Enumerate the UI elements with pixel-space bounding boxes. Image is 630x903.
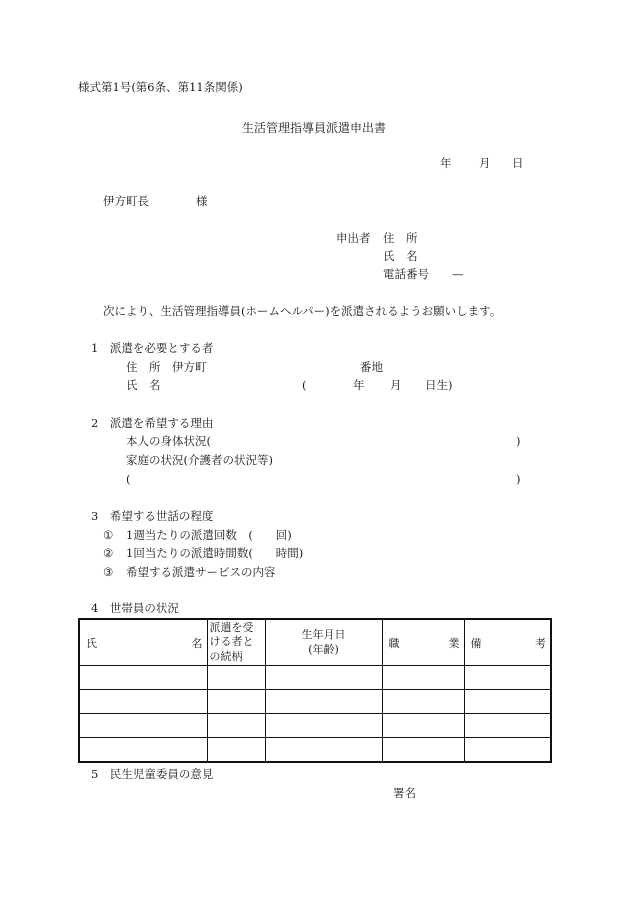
section2-physical-label: 本人の身体状況( (126, 434, 211, 448)
section1-banchi: 番地 (360, 360, 383, 374)
section2-close-paren-1: ) (516, 434, 521, 448)
table-row (79, 738, 551, 763)
section2-close-paren-2: ) (516, 472, 521, 486)
section1-open-paren: ( (302, 378, 307, 392)
section1-birth-year: 年 (353, 378, 365, 392)
table-cell[interactable] (79, 738, 207, 763)
section3-item1-text: 1週当たりの派遣回数 ( 回) (126, 528, 292, 542)
applicant-phone-label: 電話番号 (383, 267, 429, 281)
applicant-label: 申出者 (336, 231, 371, 245)
col-header-relation (207, 619, 265, 666)
table-cell[interactable] (265, 714, 382, 738)
col-header-birthdate (265, 619, 382, 666)
col-header-name (79, 619, 207, 666)
table-cell[interactable] (464, 714, 551, 738)
signature-label: 署名 (393, 786, 416, 800)
table-cell[interactable] (265, 666, 382, 690)
col-header-remarks (464, 619, 551, 666)
table-cell[interactable] (207, 714, 265, 738)
page-title: 生活管理指導員派遣申出書 (242, 121, 387, 135)
date-day-label: 日 (512, 156, 524, 170)
col-header-occupation (382, 619, 464, 666)
section1-birth-day: 日生) (425, 378, 453, 392)
section4-heading: 4 世帯員の状況 (91, 601, 179, 615)
applicant-name-label: 氏 名 (383, 249, 418, 263)
table-cell[interactable] (382, 690, 464, 714)
table-cell[interactable] (79, 714, 207, 738)
date-month-label: 月 (479, 156, 491, 170)
table-row (79, 666, 551, 690)
section1-heading: 1 派遣を必要とする者 (91, 341, 214, 355)
col-relation-line2: ける者と (209, 635, 254, 649)
section1-name-label: 氏 名 (126, 378, 161, 392)
section1-birth-month: 月 (390, 378, 402, 392)
section3-item3-text: 希望する派遣サービスの内容 (126, 565, 276, 579)
table-row (79, 690, 551, 714)
col-birth-line2: (年齢) (308, 642, 339, 656)
section1-address-label: 住 所 (126, 360, 161, 374)
table-cell[interactable] (464, 690, 551, 714)
table-cell[interactable] (207, 738, 265, 763)
col-job-second: 業 (448, 636, 460, 650)
col-relation-line1: 派遣を受 (209, 621, 254, 635)
phone-dash: — (452, 267, 464, 281)
table-cell[interactable] (265, 738, 382, 763)
table-cell[interactable] (464, 738, 551, 763)
section3-item2-text: 1回当たりの派遣時間数( 時間) (126, 546, 304, 560)
form-number: 様式第1号(第6条、第11条関係) (78, 80, 243, 94)
section1-address-town: 伊方町 (172, 360, 207, 374)
household-members-table (78, 618, 552, 763)
table-cell[interactable] (207, 690, 265, 714)
applicant-address-label: 住 所 (383, 231, 418, 245)
col-note-first: 備 (470, 636, 482, 650)
col-birth-line1: 生年月日 (301, 627, 346, 641)
table-cell[interactable] (382, 738, 464, 763)
intro-text: 次により、生活管理指導員(ホームヘルパー)を派遣されるようお願いします。 (103, 304, 502, 318)
table-cell[interactable] (79, 666, 207, 690)
section2-heading: 2 派遣を希望する理由 (91, 416, 214, 430)
date-year-label: 年 (440, 156, 452, 170)
col-note-second: 考 (535, 636, 546, 650)
section3-item3-mark: ③ (103, 565, 114, 579)
table-cell[interactable] (207, 666, 265, 690)
col-job-first: 職 (388, 636, 400, 650)
section3-heading: 3 希望する世話の程度 (91, 509, 214, 523)
section3-item2-mark: ② (103, 546, 114, 560)
table-header-row (79, 619, 551, 666)
table-row (79, 714, 551, 738)
col-name-first: 氏 (86, 636, 97, 650)
col-relation-line3: の続柄 (209, 649, 243, 663)
section2-family-label: 家庭の状況(介護者の状況等) (126, 453, 273, 467)
section2-open-paren-2: ( (126, 472, 131, 486)
table-cell[interactable] (382, 714, 464, 738)
section3-item1-mark: ① (103, 528, 114, 542)
table-cell[interactable] (79, 690, 207, 714)
table-cell[interactable] (382, 666, 464, 690)
table-cell[interactable] (265, 690, 382, 714)
addressee-name: 伊方町長 (103, 194, 149, 208)
addressee-honorific: 様 (196, 194, 208, 208)
table-cell[interactable] (464, 666, 551, 690)
col-name-second: 名 (191, 636, 203, 650)
section5-heading: 5 民生児童委員の意見 (91, 767, 214, 781)
